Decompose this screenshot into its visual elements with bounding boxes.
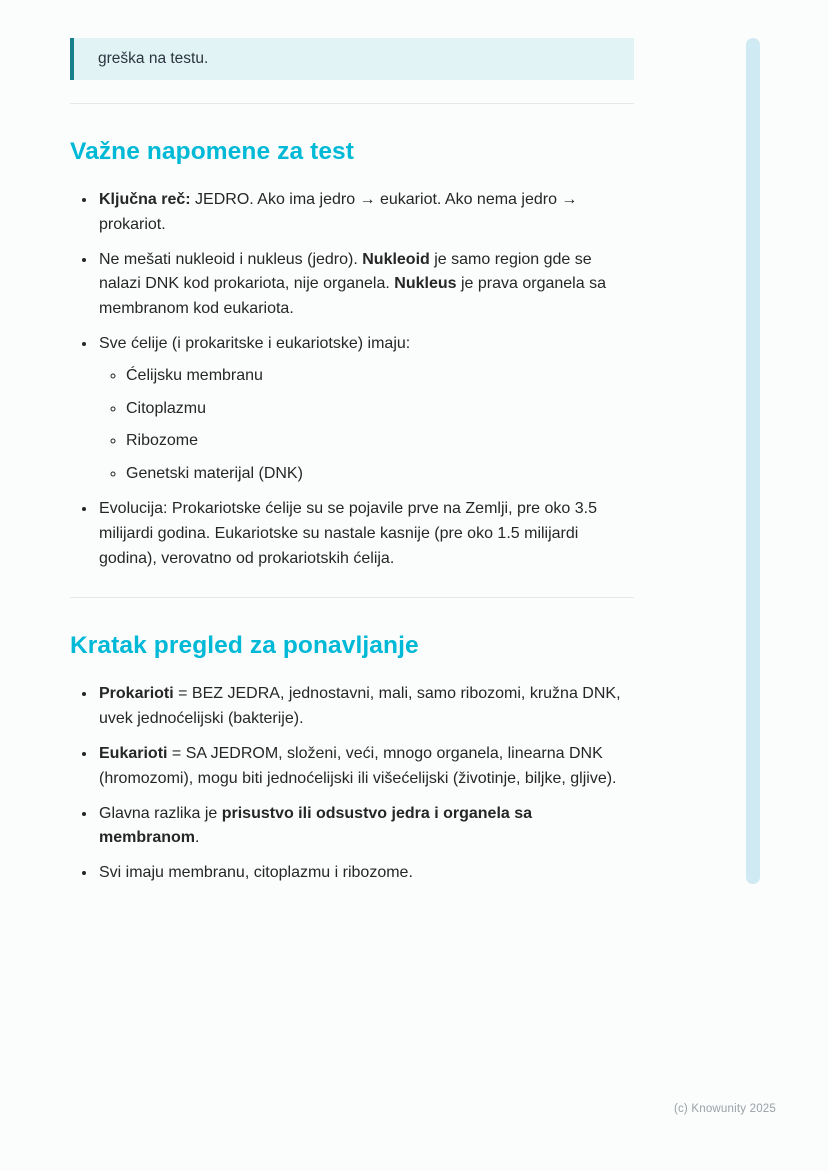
sub-list-item: ◦ Ćelijsku membranu <box>126 364 634 389</box>
section-heading-vazne-napomene: Važne napomene za test <box>70 138 355 165</box>
list-item <box>97 742 634 792</box>
sub-list-item: ◦ Genetski materijal (DNK) <box>126 462 634 487</box>
list-item <box>97 497 634 571</box>
text: Ne mešati nukleoid i nukleus (jedro). <box>99 250 363 268</box>
text: = SA JEDROM, složeni, veći, mnogo organela, linearna DNK (hromozomi), mogu biti jednoćelijski ili višećelijski (životinje, biljke, gljive). <box>99 744 617 787</box>
section-divider <box>70 597 634 598</box>
list-item <box>97 332 634 487</box>
section-heading-kratak-pregled: Kratak pregled za ponavljanje <box>70 632 419 660</box>
bullet-list-pregled <box>70 682 634 886</box>
bold-text: Prokarioti <box>99 685 174 703</box>
footer-copyright: (c) Knowunity 2025 <box>673 1103 776 1115</box>
list-item <box>97 248 634 322</box>
text: . <box>195 829 200 847</box>
sub-bullet-list <box>99 364 634 487</box>
text: je samo region gde se nalazi DNK kod prokariota, nije organela. <box>99 250 592 293</box>
text: Svi imaju membranu, citoplazmu i ribozome. <box>99 864 413 882</box>
text: JEDRO. Ako ima jedro → eukariot. Ako nema jedro → prokariot. <box>99 191 578 233</box>
bold-text: prisustvo ili odsustvo jedra i organela sa membranom <box>99 804 533 847</box>
text: = BEZ JEDRA, jednostavni, mali, samo ribozomi, kružna DNK, uvek jednoćelijski (bakterije). <box>99 685 621 728</box>
sub-list-item: ◦ Ribozome <box>126 429 634 454</box>
bold-text: Nukleoid <box>362 250 430 268</box>
document-content <box>70 38 634 896</box>
bold-text: Ključna reč: <box>99 191 191 208</box>
callout-note <box>70 38 634 80</box>
sub-list-item: ◦ Citoplazmu <box>126 397 634 422</box>
list-item <box>97 682 634 732</box>
list-item <box>97 188 634 238</box>
text: Evolucija: Prokariotske ćelije su se pojavile prve na Zemlji, pre oko 3.5 milijardi godina. Eukariotske su nastale kasnije (pre oko 1.5 milijardi godina), verovatno od prokariotskih ćelija. <box>99 499 598 567</box>
callout-text: greška na testu. <box>98 50 209 67</box>
bold-text: Nukleus <box>394 275 457 293</box>
text: Glavna razlika je <box>99 804 222 822</box>
text: Sve ćelije (i prokaritske i eukariotske) imaju: <box>99 334 411 352</box>
list-item <box>97 802 634 852</box>
bullet-list-napomene <box>70 188 634 571</box>
bold-text: Eukarioti <box>99 744 168 762</box>
scrollbar-track[interactable] <box>746 38 760 884</box>
list-item <box>97 861 634 886</box>
text: je prava organela sa membranom kod eukariota. <box>99 275 606 318</box>
section-divider <box>70 103 634 104</box>
